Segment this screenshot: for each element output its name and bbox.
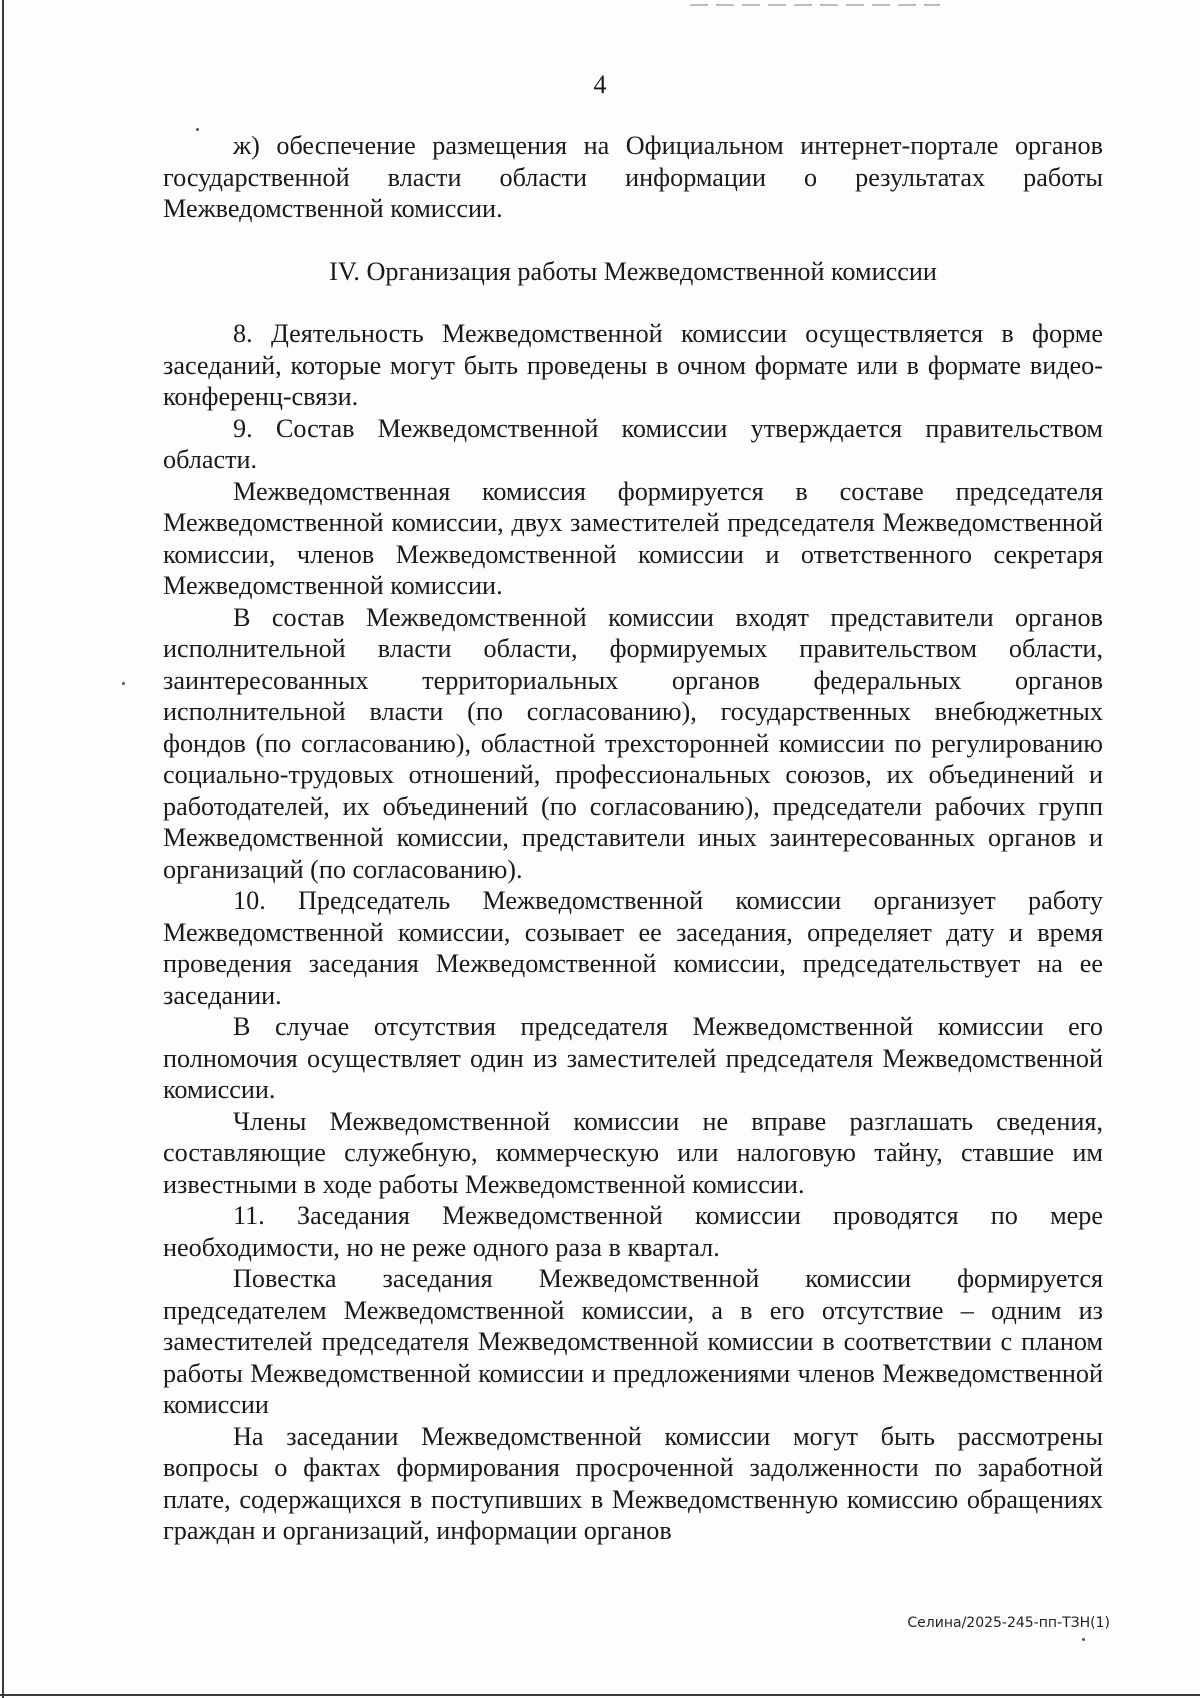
document-code: Селина/2025-245-пп-ТЗН(1) <box>907 1615 1110 1631</box>
paragraph-clause-9: 9. Состав Межведомственной комиссии утверждается правительством области. <box>163 413 1103 474</box>
document-body <box>163 130 1103 1547</box>
section-heading: IV. Организация работы Межведомственной комиссии <box>329 256 937 286</box>
paragraph-clause-11: 11. Заседания Межведомственной комиссии проводятся по мере необходимости, но не реже одного раза в квартал. <box>163 1201 1103 1262</box>
paragraph-clause-10: 10. Председатель Межведомственной комиссии организует работу Межведомственной комиссии, созывает ее заседания, определяет дату и время проведения заседания Межведомственной комиссии, председательствует на ее заседании. <box>163 886 1103 1010</box>
scan-speck <box>1082 1638 1085 1641</box>
paragraph-item-zh: ж) обеспечение размещения на Официальном интернет-портале органов государственной власти области информации о результатах работы Межведомственной комиссии. <box>163 131 1103 223</box>
paragraph-meeting-topics: На заседании Межведомственной комиссии могут быть рассмотрены вопросы о фактах формирования просроченной задолженности по заработной плате, содержащихся в поступивших в Межведомственную комиссию обращениях граждан и организаций, информации органов <box>163 1421 1103 1545</box>
paragraph-composition: Межведомственная комиссия формируется в составе председателя Межведомственной комиссии, двух заместителей председателя Межведомственной комиссии, членов Межведомственной комиссии и ответственного секретаря Межведомственной комиссии. <box>163 476 1103 600</box>
scan-speck <box>122 682 125 685</box>
paragraph-agenda: Повестка заседания Межведомственной комиссии формируется председателем Межведомственной комиссии, а в его отсутствие – одним из заместителей председателя Межведомственной комиссии в соответствии с планом работы Межведомственной комиссии и предложениями членов Межведомственной комиссии <box>163 1264 1103 1419</box>
scan-edge-bottom <box>0 1694 1200 1696</box>
scan-artifact-top <box>690 4 940 6</box>
paragraph-deputy-powers: В случае отсутствия председателя Межведомственной комиссии его полномочия осуществляет один из заместителей председателя Межведомственной комиссии. <box>163 1012 1103 1104</box>
scan-edge-left <box>2 0 4 1698</box>
paragraph-members: В состав Межведомственной комиссии входят представители органов исполнительной власти области, формируемых правительством области, заинтересованных территориальных органов федеральных органов исполнительной власти (по согласованию), государственных внебюджетных фондов (по согласованию), областной трехсторонней комиссии по регулированию социально-трудовых отношений, профессиональных союзов, их объединений и работодателей, их объединений (по согласованию), председатели рабочих групп Межведомственной комиссии, представители иных заинтересованных органов и организаций (по согласованию). <box>163 602 1103 884</box>
page-number: 4 <box>593 70 607 99</box>
paragraph-confidentiality: Члены Межведомственной комиссии не вправе разглашать сведения, составляющие служебную, коммерческую или налоговую тайну, ставшие им известными в ходе работы Межведомственной комиссии. <box>163 1106 1103 1199</box>
paragraph-clause-8: 8. Деятельность Межведомственной комиссии осуществляется в форме заседаний, которые могут быть проведены в очном формате или в формате видео-конференц-связи. <box>163 319 1103 411</box>
